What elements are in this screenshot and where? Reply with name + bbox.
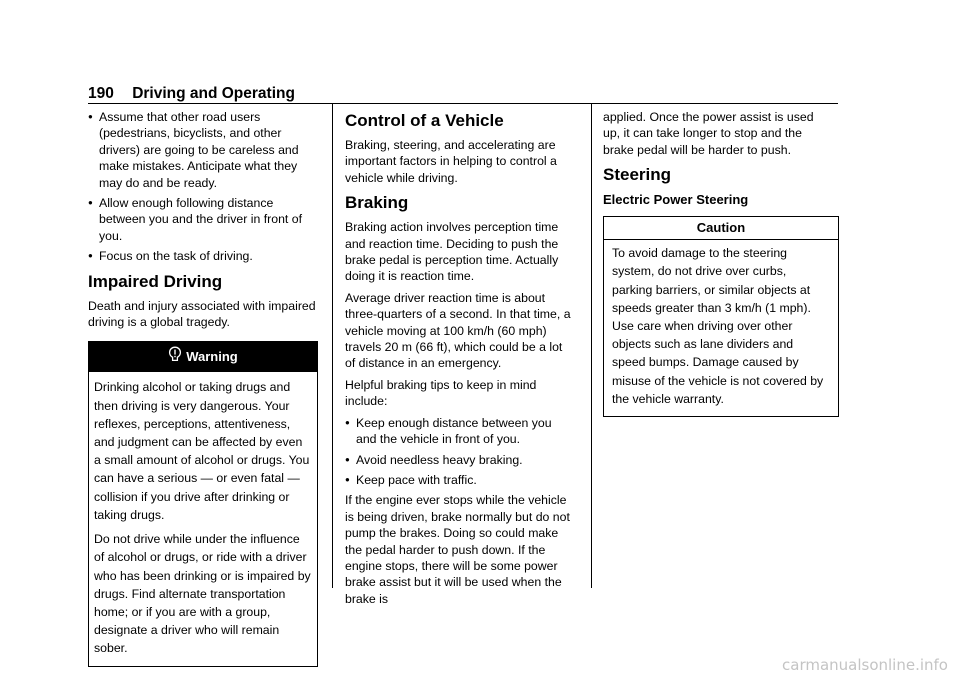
column-2 bbox=[345, 109, 575, 612]
safety-bullet-list bbox=[88, 109, 318, 265]
warning-paragraph: Do not drive while under the influence of alcohol or drugs, or ride with a driver who has been drinking or is impaired by drugs. Find alternate transportation home; or if you are with a group, designate a driver who will remain sober. bbox=[94, 532, 311, 656]
list-item: ● Assume that other road users (pedestrians, bicyclists, and other drivers) are going to be careless and make mistakes. Anticipate what they may do and be ready. bbox=[88, 109, 318, 191]
watermark: carmanualsonline.info bbox=[782, 656, 948, 674]
column-3 bbox=[603, 109, 833, 417]
control-intro: Braking, steering, and accelerating are important factors in helping to control a vehicle while driving. bbox=[345, 138, 557, 185]
braking-heading: Braking bbox=[345, 193, 409, 213]
warning-body bbox=[89, 372, 317, 665]
braking-tips-intro: Helpful braking tips to keep in mind include: bbox=[345, 377, 537, 409]
section-title: Driving and Operating bbox=[132, 85, 295, 102]
steering-heading: Steering bbox=[603, 165, 672, 185]
list-item: ● Allow enough following distance between you and the driver in front of you. bbox=[88, 195, 318, 244]
column-1 bbox=[88, 109, 318, 667]
reaction-time-paragraph: Average driver reaction time is about three-quarters of a second. In that time, a vehicle moving at 100 km/h (60 mph) travels 20 m (66 ft), which could be a lot of distance in an emergency. bbox=[345, 290, 571, 371]
page-header bbox=[88, 85, 295, 103]
power-steering-subheading: Electric Power Steering bbox=[603, 192, 749, 208]
page-number: 190 bbox=[88, 85, 114, 102]
engine-stop-paragraph: If the engine ever stops while the vehicle is being driven, brake normally but do not pump the brakes. Doing so could make the pedal harder to push down. If the engine stops, there will be some power brake assist but it will be used when the brake is bbox=[345, 493, 570, 606]
warning-box bbox=[88, 341, 318, 666]
column-divider bbox=[332, 104, 333, 588]
braking-tips-list bbox=[345, 415, 575, 489]
caution-text: To avoid damage to the steering system, do not drive over curbs, parking barriers, or similar objects at speeds greater than 3 km/h (1 mph). Use care when driving over other objects such as lane dividers and speed bumps. Damage caused by misuse of the vehicle is not covered by the vehicle warranty. bbox=[612, 246, 824, 406]
continued-paragraph: applied. Once the power assist is used up, it can take longer to stop and the brake pedal will be harder to push. bbox=[603, 110, 814, 157]
warning-icon bbox=[168, 343, 182, 373]
control-heading: Control of a Vehicle bbox=[345, 111, 504, 130]
list-item: ● Keep pace with traffic. bbox=[345, 472, 575, 488]
list-item: ● Focus on the task of driving. bbox=[88, 248, 318, 264]
caution-title: Caution bbox=[604, 217, 838, 240]
list-item: ● Keep enough distance between you and the vehicle in front of you. bbox=[345, 415, 575, 448]
impaired-driving-heading: Impaired Driving bbox=[88, 271, 223, 291]
warning-header bbox=[89, 342, 317, 372]
caution-box bbox=[603, 216, 839, 417]
warning-paragraph: Drinking alcohol or taking drugs and then driving is very dangerous. Your reflexes, perceptions, attentiveness, and judgment can be affected by even a small amount of alcohol or drugs. You can have a serious — or even fatal — collision if you drive after drinking or taking drugs. bbox=[94, 380, 310, 522]
list-item: ● Avoid needless heavy braking. bbox=[345, 452, 575, 468]
header-rule bbox=[88, 103, 838, 104]
column-divider bbox=[591, 104, 592, 588]
warning-title: Warning bbox=[186, 349, 238, 365]
impaired-driving-intro: Death and injury associated with impaired driving is a global tragedy. bbox=[88, 298, 316, 330]
braking-paragraph: Braking action involves perception time and reaction time. Deciding to push the brake pedal is perception time. Actually doing it is reaction time. bbox=[345, 220, 559, 284]
